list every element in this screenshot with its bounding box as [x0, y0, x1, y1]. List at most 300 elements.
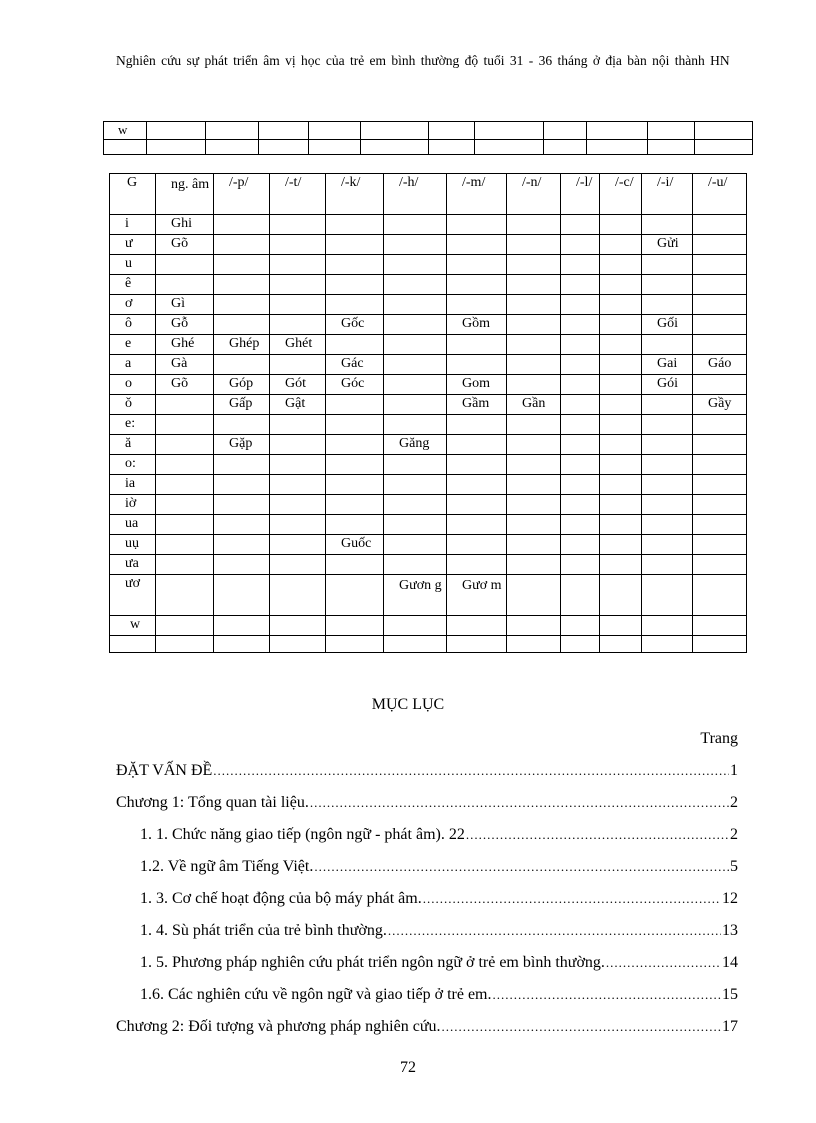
table-cell	[384, 335, 447, 355]
table-cell: Gai	[642, 355, 693, 375]
table-cell	[642, 616, 693, 636]
table-cell	[156, 395, 214, 415]
table-cell	[561, 335, 600, 355]
table-cell: Gót	[270, 375, 326, 395]
table-cell: Góc	[326, 375, 384, 395]
table-cell	[384, 515, 447, 535]
table-cell: Gươ m	[447, 575, 507, 616]
table-cell: Guốc	[326, 535, 384, 555]
table-cell	[648, 122, 695, 140]
table-cell	[561, 295, 600, 315]
table-cell	[507, 616, 561, 636]
row-label: ǒ	[110, 395, 156, 415]
table-cell	[326, 515, 384, 535]
table-cell	[156, 575, 214, 616]
table-cell	[693, 275, 747, 295]
table-cell	[507, 455, 561, 475]
row-label: e	[110, 335, 156, 355]
table-cell	[507, 215, 561, 235]
table-cell	[642, 295, 693, 315]
table-cell	[600, 475, 642, 495]
table-cell	[561, 435, 600, 455]
table-cell	[156, 636, 214, 653]
table-cell	[214, 636, 270, 653]
toc-entry-text: 1. 1. Chức năng giao tiếp (ngôn ngữ - phát âm). 22	[140, 826, 465, 843]
table-cell	[693, 475, 747, 495]
column-header: /-n/	[507, 174, 561, 215]
page-number: 72	[400, 1059, 416, 1076]
row-label: ưa	[110, 555, 156, 575]
table-cell	[693, 335, 747, 355]
table-cell	[642, 435, 693, 455]
table-cell: Gỗ	[156, 315, 214, 335]
table-cell: Gật	[270, 395, 326, 415]
toc-dot-leader	[423, 891, 721, 907]
table-cell	[507, 235, 561, 255]
table-cell	[475, 122, 544, 140]
table-cell	[600, 275, 642, 295]
table-cell	[270, 415, 326, 435]
table-cell	[384, 555, 447, 575]
table-cell: Gần	[507, 395, 561, 415]
table-cell: Gõ	[156, 375, 214, 395]
table-cell	[507, 255, 561, 275]
toc-dot-leader	[493, 987, 722, 1003]
table-row	[104, 122, 753, 140]
table-cell	[600, 255, 642, 275]
table-row	[110, 275, 747, 295]
table-cell	[507, 415, 561, 435]
table-cell	[270, 315, 326, 335]
table-row	[110, 335, 747, 355]
table-cell	[156, 535, 214, 555]
table-cell	[326, 435, 384, 455]
table-cell	[384, 215, 447, 235]
table-cell	[642, 275, 693, 295]
table-cell	[600, 295, 642, 315]
table-cell	[214, 215, 270, 235]
row-label: ia	[110, 475, 156, 495]
table-cell	[693, 235, 747, 255]
table-cell	[326, 335, 384, 355]
table-cell	[561, 355, 600, 375]
table-cell	[693, 435, 747, 455]
table-cell	[447, 636, 507, 653]
toc-entry-text: Chương 2: Đối tượng và phương pháp nghiên cứu.	[116, 1018, 441, 1035]
table-cell	[693, 255, 747, 275]
toc-dot-leader	[310, 795, 729, 811]
table-cell	[475, 140, 544, 155]
table-cell	[214, 235, 270, 255]
toc-entry	[140, 858, 738, 880]
row-label: ô	[110, 315, 156, 335]
table-cell	[447, 616, 507, 636]
table-cell	[326, 475, 384, 495]
row-label: ê	[110, 275, 156, 295]
column-header: /-k/	[326, 174, 384, 215]
table-cell	[270, 616, 326, 636]
table-cell	[447, 515, 507, 535]
table-cell	[156, 415, 214, 435]
table-cell	[507, 355, 561, 375]
table-cell	[693, 495, 747, 515]
toc-entry	[140, 922, 738, 944]
table-cell	[642, 395, 693, 415]
table-cell	[695, 122, 753, 140]
table-cell	[214, 495, 270, 515]
table-cell	[326, 616, 384, 636]
table-cell	[447, 235, 507, 255]
table-cell	[384, 275, 447, 295]
table-cell	[156, 435, 214, 455]
toc-entry	[116, 1018, 738, 1040]
row-label: uụ	[110, 535, 156, 555]
row-label: w	[110, 616, 156, 636]
table-cell	[270, 295, 326, 315]
table-cell	[214, 475, 270, 495]
toc-page-label: Trang	[700, 730, 738, 747]
table-row	[110, 455, 747, 475]
table-cell	[259, 140, 309, 155]
table-cell	[507, 475, 561, 495]
table-cell	[270, 535, 326, 555]
table-cell	[600, 555, 642, 575]
table-cell	[309, 140, 361, 155]
table-cell	[326, 295, 384, 315]
table-row	[110, 515, 747, 535]
row-label: ă	[110, 435, 156, 455]
toc-dot-leader	[213, 763, 729, 779]
table-cell	[270, 636, 326, 653]
table-cell	[561, 455, 600, 475]
table-cell: Ghé	[156, 335, 214, 355]
table-cell: Gươn g	[384, 575, 447, 616]
table-cell	[429, 122, 475, 140]
table-cell	[561, 275, 600, 295]
table-cell	[384, 616, 447, 636]
table-cell: Ghi	[156, 215, 214, 235]
table-cell	[447, 435, 507, 455]
table-cell	[600, 535, 642, 555]
table-cell: Gáo	[693, 355, 747, 375]
table-cell	[447, 275, 507, 295]
table-cell	[693, 215, 747, 235]
table-cell	[214, 415, 270, 435]
table-cell	[695, 140, 753, 155]
table-cell	[561, 315, 600, 335]
table-cell	[326, 455, 384, 475]
table-cell	[309, 122, 361, 140]
table-cell	[270, 255, 326, 275]
table-cell	[587, 122, 648, 140]
table-cell	[507, 636, 561, 653]
table-cell	[642, 555, 693, 575]
table-cell	[270, 495, 326, 515]
table-cell	[270, 555, 326, 575]
toc-entry-page: 14	[722, 954, 738, 971]
table-header-row	[110, 174, 747, 215]
table-cell	[447, 455, 507, 475]
table-cell	[600, 215, 642, 235]
toc-entry	[116, 762, 738, 784]
row-label: ua	[110, 515, 156, 535]
table-cell	[600, 395, 642, 415]
table-cell	[507, 315, 561, 335]
toc-entry-text: 1. 3. Cơ chế hoạt động của bộ máy phát âm.	[140, 890, 422, 907]
table-row	[110, 616, 747, 636]
table-cell	[214, 515, 270, 535]
table-cell	[561, 575, 600, 616]
table-cell	[361, 140, 429, 155]
table-cell	[447, 255, 507, 275]
table-cell	[600, 435, 642, 455]
table-cell	[507, 495, 561, 515]
column-header: /-m/	[447, 174, 507, 215]
table-row	[110, 395, 747, 415]
column-header: /-p/	[214, 174, 270, 215]
table-cell	[326, 395, 384, 415]
table-cell	[384, 315, 447, 335]
column-header: /-h/	[384, 174, 447, 215]
table-row	[110, 315, 747, 335]
table-cell	[156, 275, 214, 295]
toc-entry-page: 12	[722, 890, 738, 907]
table-row	[110, 295, 747, 315]
table-cell	[600, 495, 642, 515]
table-cell	[156, 555, 214, 575]
table-cell	[326, 255, 384, 275]
table-row	[110, 215, 747, 235]
row-label: i	[110, 215, 156, 235]
table-cell	[447, 215, 507, 235]
table-cell	[214, 295, 270, 315]
table-cell	[326, 555, 384, 575]
table-cell	[270, 355, 326, 375]
table-cell: Gầm	[447, 395, 507, 415]
table-cell	[270, 475, 326, 495]
table-cell	[693, 555, 747, 575]
table-row	[110, 355, 747, 375]
table-cell	[561, 215, 600, 235]
table-cell	[384, 395, 447, 415]
table-cell: Gối	[642, 315, 693, 335]
toc-entry-page: 1	[730, 762, 738, 779]
toc-entry-text: 1.6. Các nghiên cứu về ngôn ngữ và giao tiếp ở trẻ em.	[140, 986, 492, 1003]
table-cell	[507, 535, 561, 555]
table-cell	[693, 636, 747, 653]
phoneme-table	[109, 173, 747, 653]
table-cell	[206, 122, 259, 140]
table-row	[110, 575, 747, 616]
table-cell	[561, 415, 600, 435]
table-cell	[214, 355, 270, 375]
table-cell	[693, 375, 747, 395]
table-cell: Gửi	[642, 235, 693, 255]
table-cell	[270, 235, 326, 255]
toc-entry	[140, 826, 738, 848]
table-cell	[447, 535, 507, 555]
table-cell: Gầy	[693, 395, 747, 415]
table-cell	[693, 535, 747, 555]
table-cell	[384, 415, 447, 435]
table-cell	[447, 335, 507, 355]
table-cell	[384, 235, 447, 255]
table-row	[110, 435, 747, 455]
table-cell	[600, 636, 642, 653]
column-header: G	[110, 174, 156, 215]
table-cell	[693, 515, 747, 535]
table-cell	[642, 335, 693, 355]
table-cell: Gì	[156, 295, 214, 315]
table-cell: Gồm	[447, 315, 507, 335]
table-cell: Gõ	[156, 235, 214, 255]
table-cell	[270, 515, 326, 535]
table-cell	[447, 415, 507, 435]
table-cell	[561, 636, 600, 653]
table-cell: Gặp	[214, 435, 270, 455]
toc-entry-page: 15	[722, 986, 738, 1003]
table-cell	[214, 575, 270, 616]
table-cell	[600, 515, 642, 535]
table-cell	[214, 535, 270, 555]
table-row	[110, 555, 747, 575]
table-cell	[642, 515, 693, 535]
table-cell	[384, 535, 447, 555]
table-cell	[507, 575, 561, 616]
table-row	[110, 535, 747, 555]
toc-entry-text: 1.2. Về ngữ âm Tiếng Việt.	[140, 858, 314, 875]
table-cell	[259, 122, 309, 140]
table-cell	[206, 140, 259, 155]
table-cell: Gác	[326, 355, 384, 375]
table-cell	[642, 575, 693, 616]
table-cell	[642, 415, 693, 435]
table-cell: Gà	[156, 355, 214, 375]
table-cell	[561, 616, 600, 636]
toc-dot-leader	[466, 827, 729, 843]
table-cell	[507, 275, 561, 295]
table-cell	[147, 140, 206, 155]
table-cell	[326, 636, 384, 653]
table-cell	[270, 575, 326, 616]
toc-entry	[140, 954, 738, 976]
table-cell	[600, 616, 642, 636]
table-cell	[642, 215, 693, 235]
table-cell	[693, 295, 747, 315]
toc-entry	[116, 794, 738, 816]
table-cell	[693, 315, 747, 335]
column-header: /-c/	[600, 174, 642, 215]
column-header: ng. âm	[156, 174, 214, 215]
table-cell	[587, 140, 648, 155]
table-cell	[600, 375, 642, 395]
table-cell: Gấp	[214, 395, 270, 415]
table-cell	[326, 235, 384, 255]
table-cell	[447, 295, 507, 315]
table-row	[110, 255, 747, 275]
table-row	[110, 235, 747, 255]
table-cell	[361, 122, 429, 140]
table-cell	[693, 575, 747, 616]
table-row	[110, 495, 747, 515]
table-cell: Ghép	[214, 335, 270, 355]
table-cell	[447, 495, 507, 515]
toc-entry-page: 13	[722, 922, 738, 939]
table-cell	[156, 515, 214, 535]
table-row	[110, 475, 747, 495]
table-cell: Góp	[214, 375, 270, 395]
table-cell	[561, 475, 600, 495]
table-cell	[544, 122, 587, 140]
toc-entry-text: 1. 4. Sù phát triển của trẻ bình thường.	[140, 922, 387, 939]
toc-dot-leader	[606, 955, 721, 971]
table-cell	[384, 636, 447, 653]
toc-entry-page: 2	[730, 794, 738, 811]
table-cell	[507, 435, 561, 455]
table-cell	[326, 215, 384, 235]
table-cell	[507, 295, 561, 315]
column-header: /-t/	[270, 174, 326, 215]
table-cell	[693, 616, 747, 636]
table-cell: w	[104, 122, 147, 140]
table-cell	[648, 140, 695, 155]
table-cell: Gom	[447, 375, 507, 395]
table-cell	[693, 455, 747, 475]
toc-entry-text: Chương 1: Tổng quan tài liệu.	[116, 794, 309, 811]
table-continuation	[103, 121, 753, 155]
table-cell	[104, 140, 147, 155]
toc-dot-leader	[388, 923, 721, 939]
table-row	[110, 636, 747, 653]
toc-entry-page: 5	[730, 858, 738, 875]
table-cell	[384, 495, 447, 515]
table-cell	[270, 275, 326, 295]
column-header: /-u/	[693, 174, 747, 215]
table-cell	[384, 295, 447, 315]
table-cell	[561, 555, 600, 575]
table-cell	[561, 495, 600, 515]
table-cell	[156, 475, 214, 495]
row-label: o	[110, 375, 156, 395]
table-cell	[156, 255, 214, 275]
table-cell	[447, 475, 507, 495]
table-cell	[326, 575, 384, 616]
table-cell: Ghét	[270, 335, 326, 355]
table-cell	[561, 375, 600, 395]
table-cell	[156, 616, 214, 636]
table-cell	[642, 475, 693, 495]
toc-entry-page: 2	[730, 826, 738, 843]
toc-entry	[140, 986, 738, 1008]
table-cell	[600, 455, 642, 475]
table-cell	[384, 255, 447, 275]
table-cell	[156, 495, 214, 515]
table-cell	[600, 575, 642, 616]
row-label: u	[110, 255, 156, 275]
table-cell	[600, 415, 642, 435]
table-cell	[214, 455, 270, 475]
table-cell	[270, 435, 326, 455]
table-cell	[600, 235, 642, 255]
row-label: ư	[110, 235, 156, 255]
table-cell	[561, 235, 600, 255]
table-cell	[384, 355, 447, 375]
table-cell	[600, 355, 642, 375]
row-label: o:	[110, 455, 156, 475]
table-cell	[642, 255, 693, 275]
table-cell	[214, 315, 270, 335]
toc-entry-text: ĐẶT VẤN ĐỀ	[116, 762, 213, 779]
